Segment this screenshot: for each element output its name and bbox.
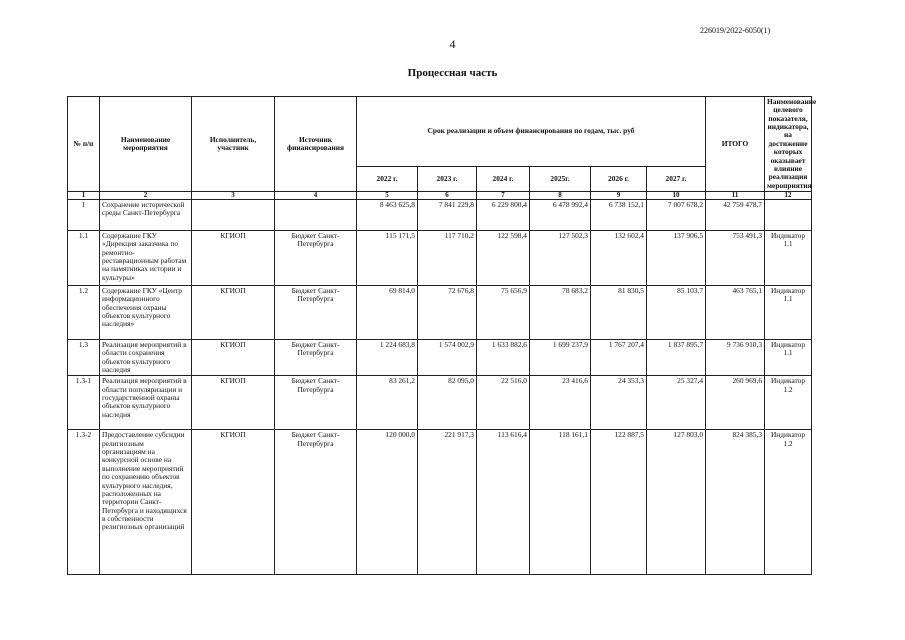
row-source: Бюджет Санкт-Петербурга (275, 230, 357, 285)
header-total: ИТОГО (706, 97, 765, 192)
row-value: 1 224 683,8 (357, 339, 418, 375)
row-value: 1 837 895,7 (647, 339, 706, 375)
row-value: 7 841 229,8 (418, 199, 477, 230)
row-number: 1.3 (68, 339, 100, 375)
row-value: 72 676,8 (418, 285, 477, 339)
row-source (275, 199, 357, 230)
column-number: 12 (765, 191, 812, 199)
table-row (68, 285, 812, 339)
row-value: 1 574 002,9 (418, 339, 477, 375)
row-source: Бюджет Санкт-Петербурга (275, 285, 357, 339)
table-header-row (68, 97, 812, 167)
row-indicator: Индикатор 1.2 (765, 376, 812, 430)
column-number: 11 (706, 191, 765, 199)
column-number: 8 (530, 191, 591, 199)
row-number: 1.3-1 (68, 376, 100, 430)
row-total: 463 765,1 (706, 285, 765, 339)
row-value: 25 327,4 (647, 376, 706, 430)
row-value: 24 353,3 (591, 376, 647, 430)
row-total: 753 491,3 (706, 230, 765, 285)
row-source: Бюджет Санкт-Петербурга (275, 339, 357, 375)
row-value: 6 229 800,4 (477, 199, 530, 230)
row-value: 221 917,3 (418, 430, 477, 575)
table-row (68, 339, 812, 375)
row-indicator: Индикатор 1.2 (765, 430, 812, 575)
header-source: Источник финансирования (275, 97, 357, 192)
column-number: 4 (275, 191, 357, 199)
header-year: 2025г. (530, 167, 591, 192)
table-row (68, 430, 812, 575)
row-number: 1.3-2 (68, 430, 100, 575)
header-no: № п/п (68, 97, 100, 192)
column-number: 2 (100, 191, 192, 199)
header-year: 2024 г. (477, 167, 530, 192)
column-number: 5 (357, 191, 418, 199)
row-number: 1.2 (68, 285, 100, 339)
row-source: Бюджет Санкт-Петербурга (275, 430, 357, 575)
table-row (68, 376, 812, 430)
row-value: 82 095,0 (418, 376, 477, 430)
header-period: Срок реализации и объем финансирования по годам, тыс. руб (357, 97, 706, 167)
table-row (68, 199, 812, 230)
row-executor: КГИОП (192, 230, 275, 285)
row-name: Сохранение исторической среды Санкт-Петербурга (100, 199, 192, 230)
row-value: 81 830,5 (591, 285, 647, 339)
row-value: 75 656,9 (477, 285, 530, 339)
row-value: 117 710,2 (418, 230, 477, 285)
row-value: 8 463 625,8 (357, 199, 418, 230)
row-value: 120 000,0 (357, 430, 418, 575)
header-name: Наименование мероприятия (100, 97, 192, 192)
header-year: 2027 г. (647, 167, 706, 192)
row-value: 78 683,2 (530, 285, 591, 339)
row-value: 122 887,5 (591, 430, 647, 575)
row-value: 23 416,6 (530, 376, 591, 430)
row-value: 7 007 678,2 (647, 199, 706, 230)
row-value: 122 598,4 (477, 230, 530, 285)
column-number: 10 (647, 191, 706, 199)
table-row (68, 230, 812, 285)
header-indicator: Наименование целевого показателя, индикатора, на достижение которых оказывает влияние реализация мероприятия (765, 97, 812, 192)
row-value: 69 814,0 (357, 285, 418, 339)
row-indicator: Индикатор 1.1 (765, 339, 812, 375)
row-value: 127 502,3 (530, 230, 591, 285)
row-indicator: Индикатор 1.1 (765, 230, 812, 285)
row-source: Бюджет Санкт-Петербурга (275, 376, 357, 430)
row-name: Реализация мероприятий в области сохранения объектов культурного наследия (100, 339, 192, 375)
row-value: 85 103,7 (647, 285, 706, 339)
column-number: 7 (477, 191, 530, 199)
row-value: 1 767 207,4 (591, 339, 647, 375)
row-total: 260 969,6 (706, 376, 765, 430)
row-indicator: Индикатор 1.1 (765, 285, 812, 339)
row-value: 115 171,5 (357, 230, 418, 285)
row-value: 83 261,2 (357, 376, 418, 430)
row-indicator (765, 199, 812, 230)
row-total: 9 736 910,3 (706, 339, 765, 375)
header-year: 2026 г. (591, 167, 647, 192)
column-number: 3 (192, 191, 275, 199)
row-executor (192, 199, 275, 230)
document-number: 226019/2022-6050(1) (700, 26, 771, 35)
financing-table (67, 96, 817, 575)
row-name: Предоставление субсидии религиозным организациям на конкурсной основе на выполнение мероприятий по сохранению объектов культурного наследия, расположенных на территории Санкт-Петербурга и находящихся в собственности религиозных организаций (100, 430, 192, 575)
row-number: 1 (68, 199, 100, 230)
header-executor: Исполнитель, участник (192, 97, 275, 192)
row-value: 118 161,1 (530, 430, 591, 575)
header-year: 2022 г. (357, 167, 418, 192)
row-executor: КГИОП (192, 376, 275, 430)
row-name: Реализация мероприятий в области популяризации и государственной охраны объектов культурного наследия (100, 376, 192, 430)
column-numbers-row (68, 191, 812, 199)
row-value: 137 906,5 (647, 230, 706, 285)
row-value: 127 803,0 (647, 430, 706, 575)
row-value: 1 633 882,6 (477, 339, 530, 375)
column-number: 1 (68, 191, 100, 199)
column-number: 6 (418, 191, 477, 199)
row-value: 22 516,0 (477, 376, 530, 430)
page-title: Процессная часть (407, 67, 498, 79)
row-executor: КГИОП (192, 285, 275, 339)
row-value: 6 738 152,1 (591, 199, 647, 230)
row-name: Содержание ГКУ «Центр информационного обеспечения охраны объектов культурного наследия» (100, 285, 192, 339)
column-number: 9 (591, 191, 647, 199)
page-number: 4 (449, 37, 456, 51)
row-total: 824 385,3 (706, 430, 765, 575)
row-number: 1.1 (68, 230, 100, 285)
row-total: 42 759 478,7 (706, 199, 765, 230)
row-value: 1 699 237,9 (530, 339, 591, 375)
row-executor: КГИОП (192, 430, 275, 575)
row-executor: КГИОП (192, 339, 275, 375)
header-year: 2023 г. (418, 167, 477, 192)
row-value: 113 616,4 (477, 430, 530, 575)
row-name: Содержание ГКУ «Дирекция заказчика по ремонтно-реставрационным работам на памятниках истории и культуры» (100, 230, 192, 285)
row-value: 6 478 992,4 (530, 199, 591, 230)
row-value: 132 602,4 (591, 230, 647, 285)
